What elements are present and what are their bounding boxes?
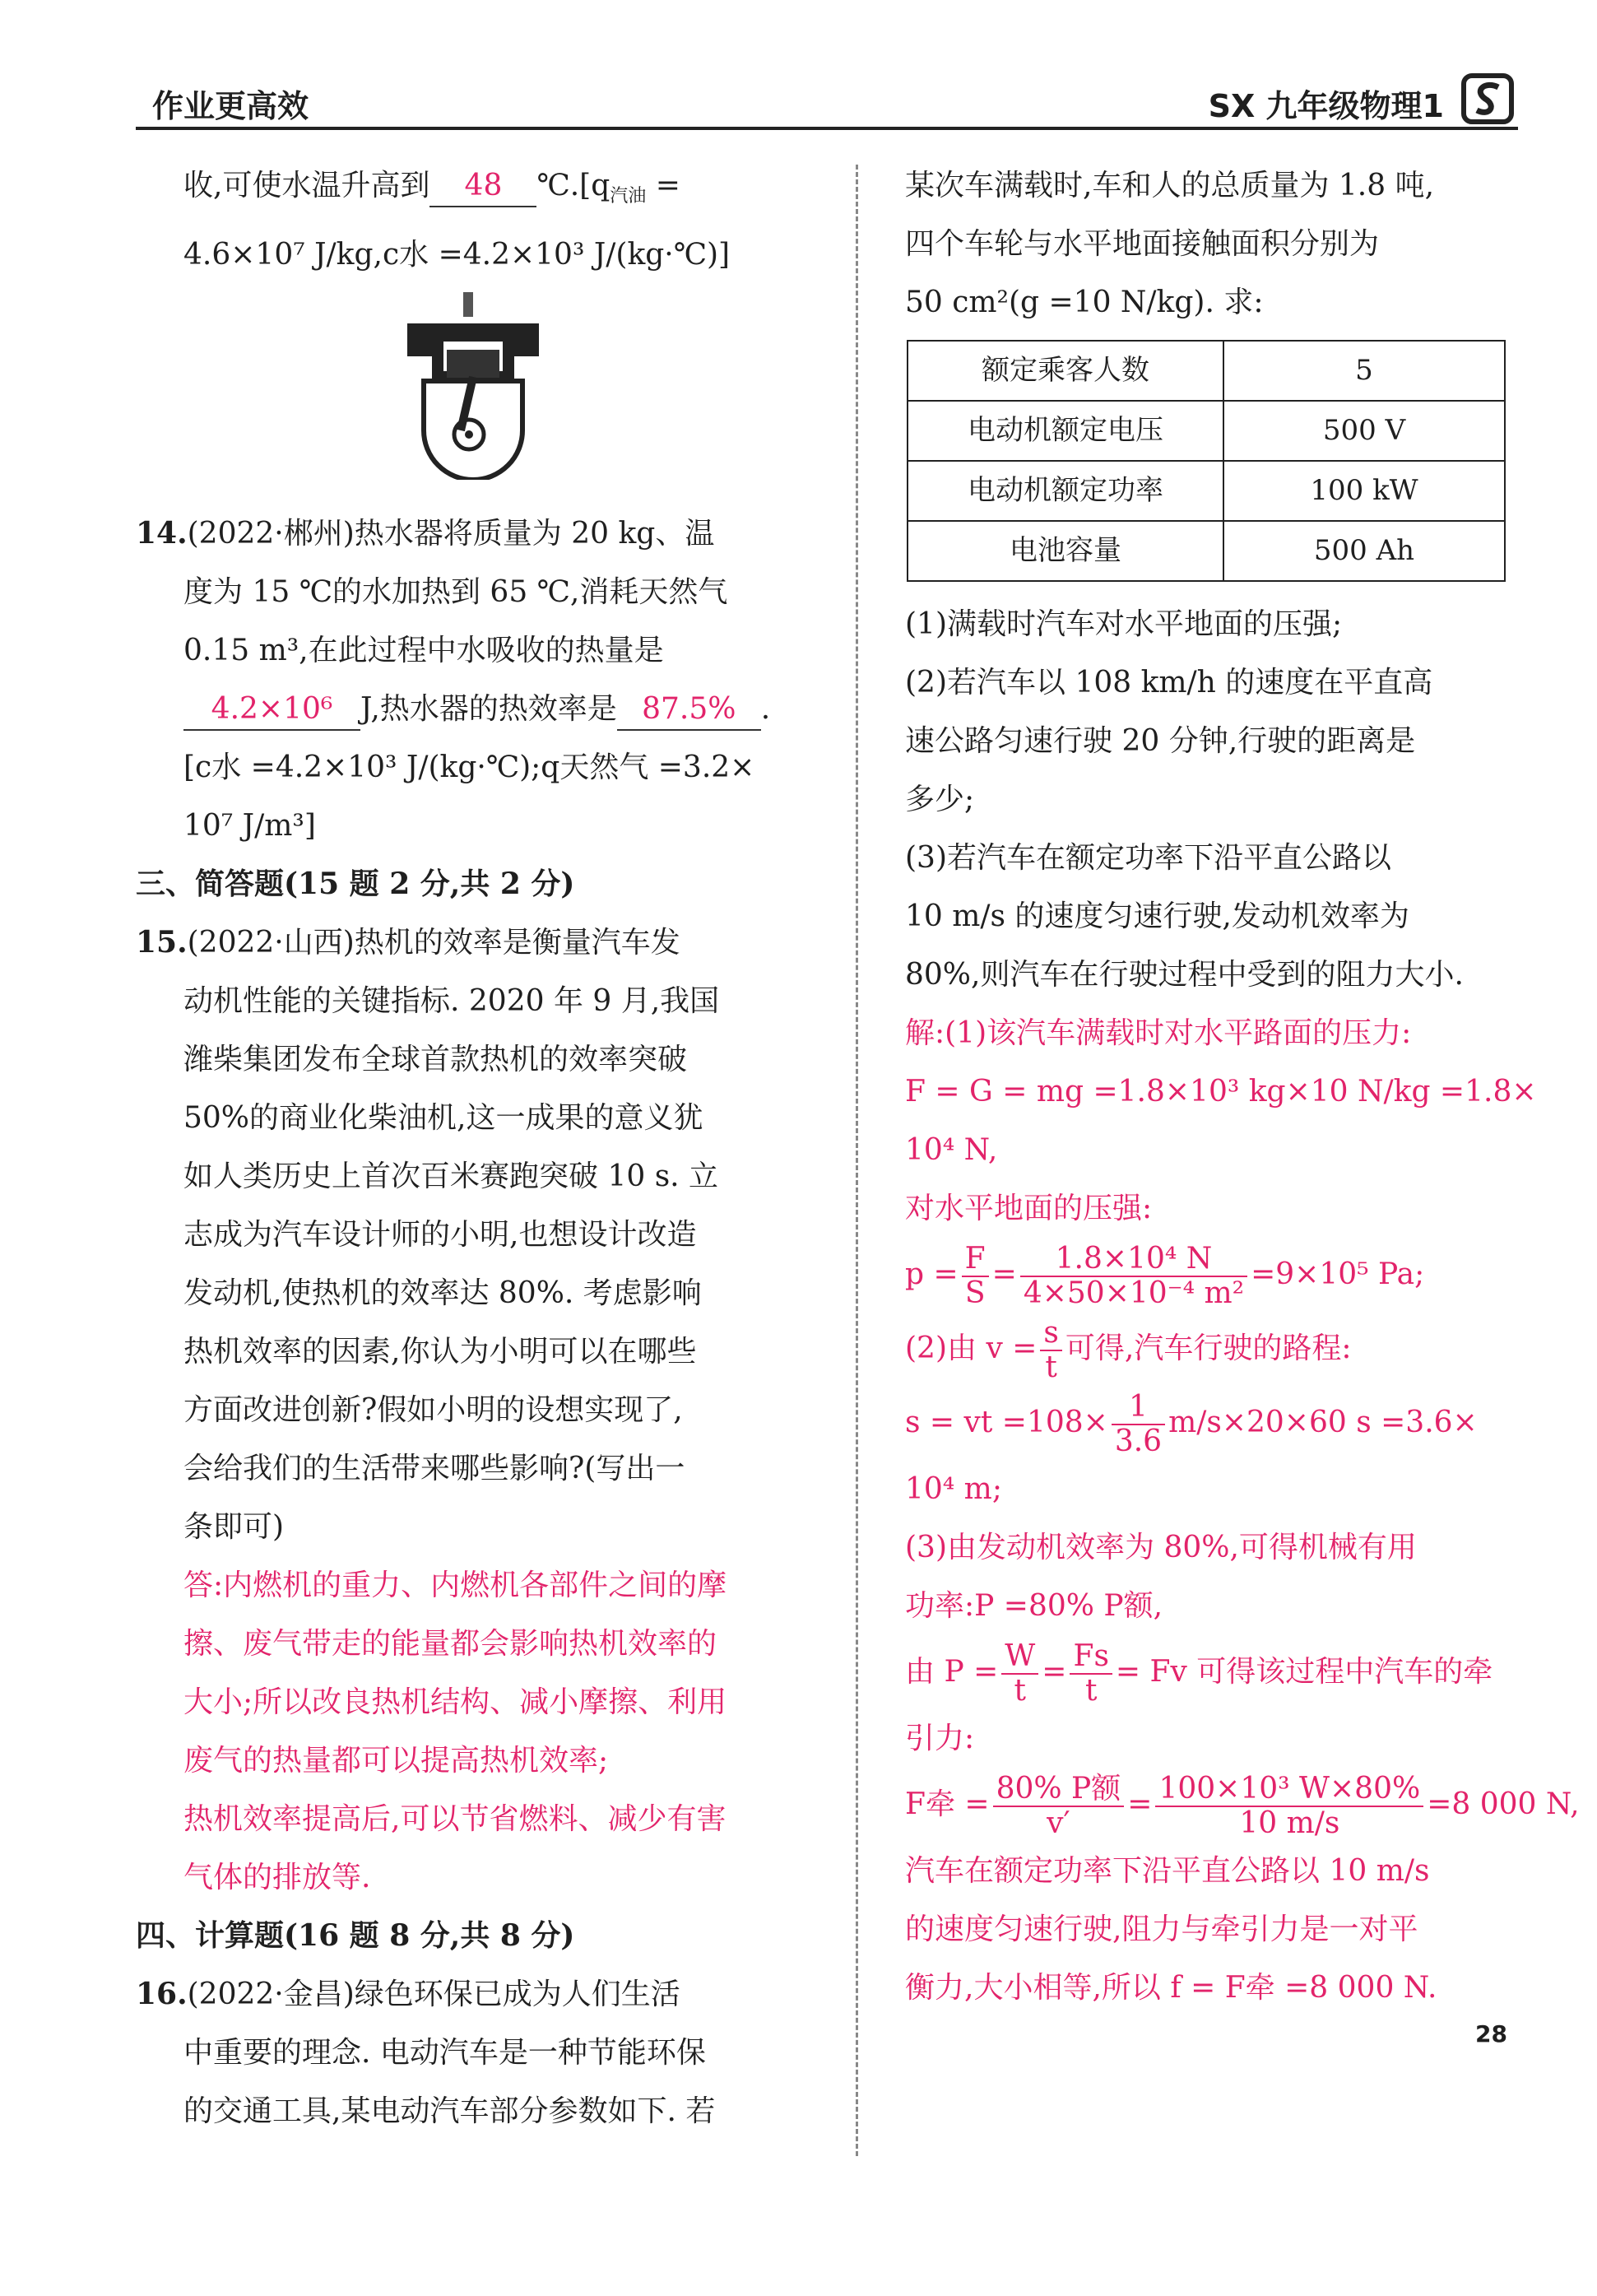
fraction: $\frac{F}{S}$ <box>962 1243 989 1310</box>
fraction: $\frac{\text{80\% P额}}{v'}$ <box>993 1773 1125 1840</box>
q16-line-1: 16.(2022·金昌)绿色环保已成为人们生活 <box>136 1977 680 2012</box>
table-value-cell: 5 <box>1223 341 1505 401</box>
table-row <box>908 461 1505 521</box>
q15-body-line: 动机性能的关键指标. 2020 年 9 月,我国 <box>183 984 720 1019</box>
q16-question-line: 多少; <box>905 783 975 816</box>
q16-question-line: (2)若汽车以 108 km/h 的速度在平直高 <box>905 666 1433 699</box>
fraction: $\frac{Fs}{t}$ <box>1070 1640 1112 1708</box>
q16-question-line: 80%,则汽车在行驶过程中受到的阻力大小. <box>905 958 1464 992</box>
right-column <box>905 156 1580 2017</box>
fraction: $\frac{s}{t}$ <box>1040 1317 1061 1384</box>
solution-line: 衡力,大小相等,所以 f = F牵 =8 000 N. <box>905 1971 1437 2005</box>
fraction: $\frac{1}{3.6}$ <box>1112 1391 1165 1458</box>
q14-answer-efficiency: 87.5% <box>617 690 761 731</box>
solution-line: 引力: <box>905 1722 975 1755</box>
q16-body-line: 中重要的理念. 电动汽车是一种节能环保 <box>183 2036 706 2071</box>
left-column <box>136 156 802 2140</box>
header-left-title: 作业更高效 <box>152 88 309 124</box>
solution-line: F = G = mg =1.8×10³ kg×10 N/kg =1.8× <box>905 1075 1537 1108</box>
q16-intro-line: 50 cm²(g =10 N/kg). 求: <box>905 286 1264 319</box>
section-4-heading: 四、计算题(16 题 8 分,共 8 分) <box>136 1918 575 1954</box>
traction-formula: F牵 = $\frac{\text{80\% P额}}{v'}$ = $\frac{\text{100×10³ W×80\%}}{10 m/s}$ =8 000 N, <box>905 1772 1580 1840</box>
table-value-cell: 500 Ah <box>1223 521 1505 581</box>
q14-line-3: 0.15 m³,在此过程中水吸收的热量是 <box>183 634 664 668</box>
q15-line-1: 15.(2022·山西)热机的效率是衡量汽车发 <box>136 925 680 960</box>
publisher-logo-icon <box>1460 72 1518 125</box>
solution-line: 功率:P =80% P额, <box>905 1589 1163 1623</box>
q15-body-line: 方面改进创新?假如小明的设想实现了, <box>183 1393 683 1428</box>
speed-formula: (2)由 v = $\frac{s}{t}$ 可得,汽车行驶的路程: <box>905 1316 1352 1384</box>
q15-body-line: 条即可) <box>183 1510 285 1545</box>
solution-line: 10⁴ m; <box>905 1472 1002 1506</box>
pressure-formula: p = $\frac{F}{S}$ = $\frac{\text{1.8×10⁴ N}}{\text{4×50×10⁻⁴ m²}}$ =9×10⁵ Pa; <box>905 1242 1425 1310</box>
table-value-cell: 100 kW <box>1223 461 1505 521</box>
q14-answer-heat: 4.2×10⁶ <box>183 690 360 731</box>
q15-body-line: 发动机,使热机的效率达 80%. 考虑影响 <box>183 1276 702 1311</box>
q15-answer-line: 热机效率提高后,可以节省燃料、减少有害 <box>183 1802 727 1837</box>
q15-answer-line: 气体的排放等. <box>183 1861 371 1895</box>
table-key-cell: 电动机额定电压 <box>908 401 1223 461</box>
solution-line: 10⁴ N, <box>905 1133 998 1167</box>
table-row <box>908 521 1505 581</box>
q16-intro-line: 某次车满载时,车和人的总质量为 1.8 吨, <box>905 169 1435 202</box>
fraction: $\frac{\text{100×10³ W×80\%}}{10 m/s}$ <box>1155 1773 1423 1840</box>
q15-body-line: 潍柴集团发布全球首款热机的效率突破 <box>183 1043 688 1077</box>
q15-body-line: 志成为汽车设计师的小明,也想设计改造 <box>183 1218 697 1253</box>
q14-line-4: 4.2×10⁶ J,热水器的热效率是 87.5% . <box>136 680 802 738</box>
fraction: $\frac{\text{1.8×10⁴ N}}{\text{4×50×10⁻⁴ m²}}$ <box>1020 1243 1247 1310</box>
q15-answer-line: 答:内燃机的重力、内燃机各部件之间的摩 <box>183 1569 727 1603</box>
table-key-cell: 电动机额定功率 <box>908 461 1223 521</box>
table-row <box>908 401 1505 461</box>
q16-question-line: 速公路匀速行驶 20 分钟,行驶的距离是 <box>905 724 1416 758</box>
q15-body-line: 如人类历史上首次百米赛跑突破 10 s. 立 <box>183 1160 719 1194</box>
q15-answer-line: 大小;所以改良热机结构、减小摩擦、利用 <box>183 1685 727 1720</box>
q15-answer-line: 废气的热量都可以提高热机效率; <box>183 1744 609 1778</box>
q14-line-6: 10⁷ J/m³] <box>183 809 316 844</box>
q13-answer-blank: 48 <box>429 166 536 207</box>
q16-body-line: 的交通工具,某电动汽车部分参数如下. 若 <box>183 2094 716 2129</box>
solution-line: 汽车在额定功率下沿平直公路以 10 m/s <box>905 1854 1430 1888</box>
page-header <box>136 72 1518 130</box>
q15-body-line: 会给我们的生活带来哪些影响?(写出一 <box>183 1452 685 1486</box>
section-3-heading: 三、简答题(15 题 2 分,共 2 分) <box>136 867 575 902</box>
q16-intro-line: 四个车轮与水平地面接触面积分别为 <box>905 227 1380 261</box>
solution-line: 对水平地面的压强: <box>905 1192 1153 1225</box>
power-formula: 由 P = $\frac{W}{t}$ = $\frac{Fs}{t}$ = Fv 可得该过程中汽车的牵 <box>905 1639 1493 1708</box>
q14-line-1: 14.(2022·郴州)热水器将质量为 20 kg、温 <box>136 516 715 551</box>
column-divider <box>856 165 858 2156</box>
q16-question-line: (1)满载时汽车对水平地面的压强; <box>905 607 1343 641</box>
page-number: 28 <box>1475 2020 1507 2047</box>
q16-question-line: 10 m/s 的速度匀速行驶,发动机效率为 <box>905 899 1409 933</box>
solution-line: 解:(1)该汽车满载时对水平路面的压力: <box>905 1016 1412 1050</box>
q15-body-line: 热机效率的因素,你认为小明可以在哪些 <box>183 1335 697 1369</box>
q15-answer-line: 擦、废气带走的能量都会影响热机效率的 <box>183 1627 717 1662</box>
header-right-title: SX 九年级物理1 <box>1208 88 1444 124</box>
q14-line-5: [c水 =4.2×10³ J/(kg·℃);q天然气 =3.2× <box>183 751 755 785</box>
table-key-cell: 电池容量 <box>908 521 1223 581</box>
engine-diagram-icon <box>391 290 555 480</box>
table-value-cell: 500 V <box>1223 401 1505 461</box>
q15-body-line: 50%的商业化柴油机,这一成果的意义犹 <box>183 1101 703 1136</box>
fraction: $\frac{W}{t}$ <box>1001 1640 1038 1708</box>
vehicle-parameters-table <box>907 340 1506 582</box>
table-row <box>908 341 1505 401</box>
distance-formula: s = vt =108× $\frac{1}{3.6}$ m/s×20×60 s =3.6× <box>905 1390 1478 1458</box>
table-key-cell: 额定乘客人数 <box>908 341 1223 401</box>
solution-line: (3)由发动机效率为 80%,可得机械有用 <box>905 1531 1417 1564</box>
q13-line-1: 收,可使水温升高到 48 $℃.[q_{汽油}$ = <box>136 156 802 225</box>
q14-line-2: 度为 15 ℃的水加热到 65 ℃,消耗天然气 <box>183 575 728 610</box>
q16-question-line: (3)若汽车在额定功率下沿平直公路以 <box>905 841 1391 875</box>
solution-line: 的速度匀速行驶,阻力与牵引力是一对平 <box>905 1913 1418 1946</box>
q13-line-2: 4.6×10⁷ J/kg,c水 =4.2×10³ J/(kg·℃)] <box>183 238 731 272</box>
header-rule <box>136 127 1518 130</box>
